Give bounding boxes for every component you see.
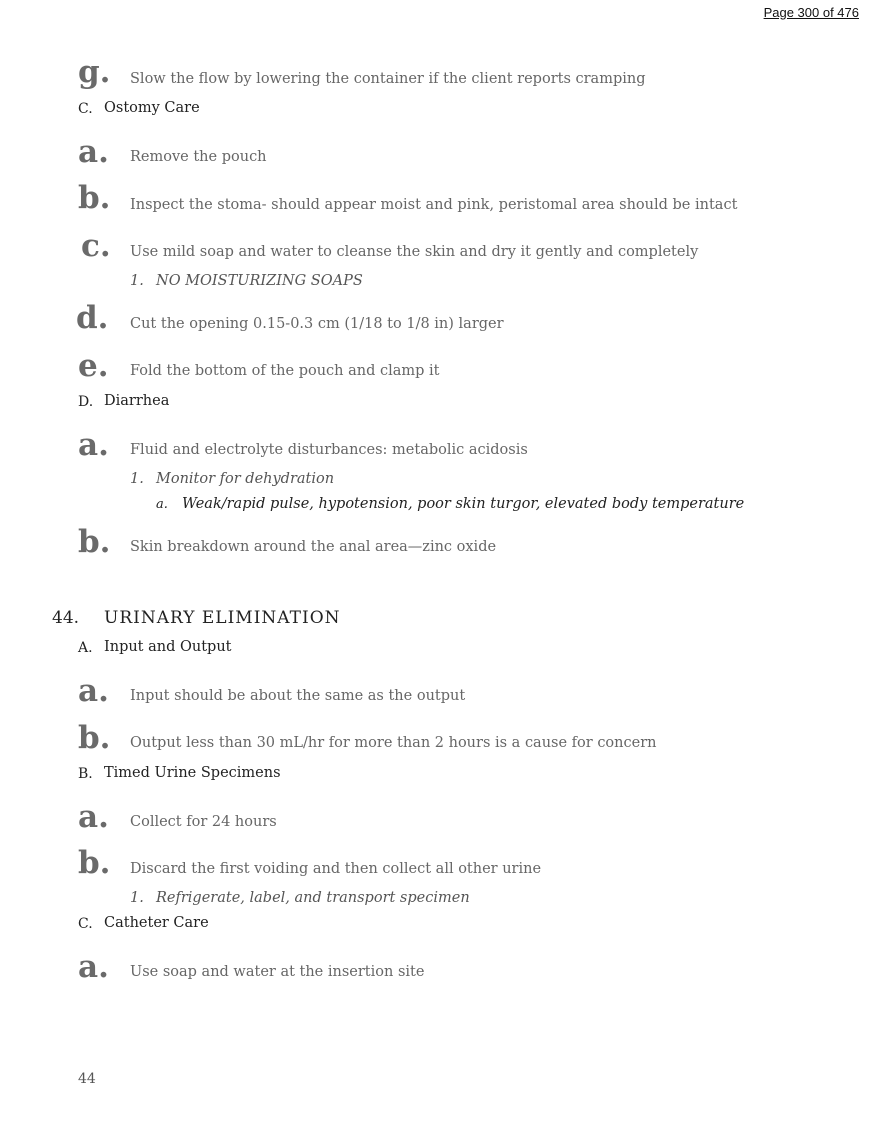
item-marker: b. <box>78 524 111 560</box>
section-title: Input and Output <box>104 639 232 655</box>
item-text: Input should be about the same as the output <box>130 688 466 704</box>
item-text: Inspect the stoma- should appear moist and pink, peristomal area should be intact <box>130 197 738 213</box>
sub-marker: a. <box>156 497 168 512</box>
item-marker: d. <box>76 300 109 336</box>
section-marker: A. <box>78 640 93 656</box>
item-marker: b. <box>78 720 111 756</box>
numbered-text: Refrigerate, label, and transport specimen <box>156 890 470 906</box>
item-text: Use soap and water at the insertion site <box>130 964 425 980</box>
item-text: Fluid and electrolyte disturbances: metabolic acidosis <box>130 442 528 458</box>
numbered-marker: 1. <box>130 890 144 906</box>
item-marker: a. <box>78 673 109 709</box>
numbered-marker: 1. <box>130 471 144 487</box>
item-marker: b. <box>78 180 111 216</box>
item-marker: a. <box>78 799 109 835</box>
chapter-number: 44. <box>52 608 80 628</box>
item-marker: a. <box>78 134 109 170</box>
section-marker: C. <box>78 916 93 932</box>
page-number: 44 <box>78 1071 96 1087</box>
item-text: Collect for 24 hours <box>130 814 277 830</box>
item-marker: a. <box>78 427 109 463</box>
section-marker: C. <box>78 101 93 117</box>
item-text: Fold the bottom of the pouch and clamp it <box>130 363 440 379</box>
item-text: Cut the opening 0.15-0.3 cm (1/18 to 1/8 in) larger <box>130 316 504 332</box>
section-title: Timed Urine Specimens <box>104 765 281 781</box>
item-marker: c. <box>81 228 111 264</box>
numbered-text: NO MOISTURIZING SOAPS <box>156 273 363 289</box>
page-label: Page 300 of 476 <box>763 5 859 20</box>
section-marker: D. <box>78 394 94 410</box>
item-text: Skin breakdown around the anal area—zinc oxide <box>130 539 497 555</box>
item-marker: b. <box>78 845 111 881</box>
item-text: Slow the flow by lowering the container if the client reports cramping <box>130 71 646 87</box>
numbered-marker: 1. <box>130 273 144 289</box>
item-text: Remove the pouch <box>130 149 267 165</box>
item-text: Use mild soap and water to cleanse the skin and dry it gently and completely <box>130 244 699 260</box>
section-title: Catheter Care <box>104 915 209 931</box>
section-marker: B. <box>78 766 93 782</box>
item-marker: e. <box>78 348 109 384</box>
sub-text: Weak/rapid pulse, hypotension, poor skin turgor, elevated body temperature <box>182 496 745 512</box>
item-text: Discard the first voiding and then collect all other urine <box>130 861 542 877</box>
item-marker: g. <box>78 54 111 90</box>
section-title: Ostomy Care <box>104 100 200 116</box>
item-text: Output less than 30 mL/hr for more than 2 hours is a cause for concern <box>130 735 657 751</box>
item-marker: a. <box>78 949 109 985</box>
numbered-text: Monitor for dehydration <box>156 471 335 487</box>
chapter-title: URINARY ELIMINATION <box>104 608 341 628</box>
section-title: Diarrhea <box>104 393 170 409</box>
